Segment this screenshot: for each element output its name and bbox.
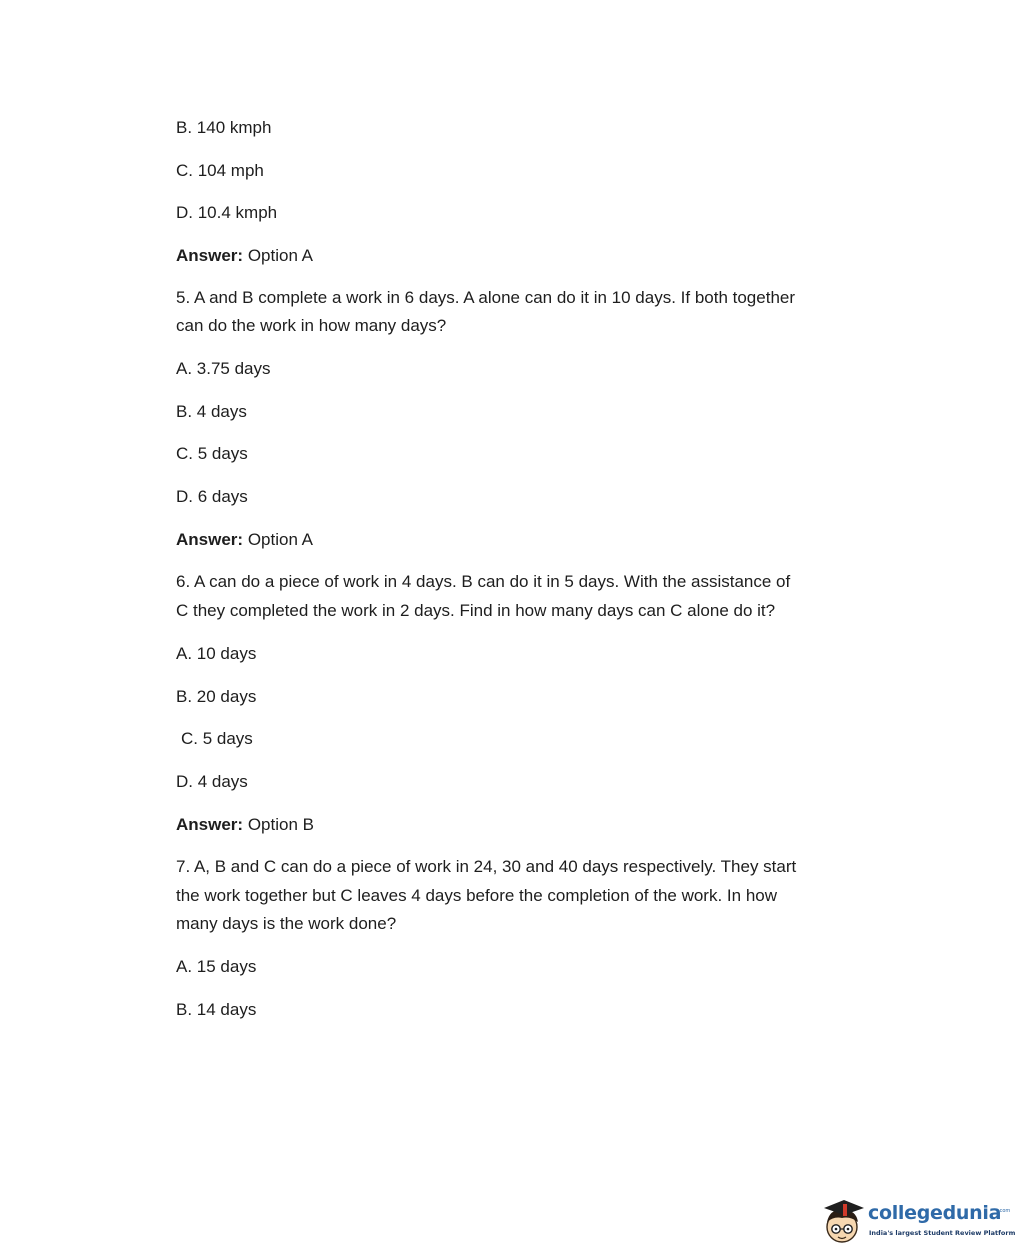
answer-label: Answer:: [176, 530, 244, 549]
logo-wordmark: collegedunia: [868, 1202, 1002, 1224]
option-b: B. 140 kmph: [176, 118, 272, 137]
question-7-text: 7. A, B and C can do a piece of work in 24, 30 and 40 days respectively. They start: [176, 857, 797, 876]
question-7-text-cont: the work together but C leaves 4 days before the completion of the work. In how: [176, 886, 778, 905]
mascot-icon: [820, 1194, 868, 1250]
question-7-text-cont: many days is the work done?: [176, 914, 397, 933]
option-c: C. 5 days: [176, 444, 248, 463]
option-c: C. 104 mph: [176, 161, 264, 180]
logo-tagline: India's largest Student Review Platform: [869, 1229, 1016, 1237]
answer-label: Answer:: [176, 815, 244, 834]
option-b: B. 14 days: [176, 1000, 257, 1019]
option-a: A. 15 days: [176, 957, 257, 976]
option-a: A. 10 days: [176, 644, 257, 663]
question-5-text-cont: can do the work in how many days?: [176, 316, 447, 335]
answer-value: Option A: [247, 246, 314, 265]
option-c: C. 5 days: [181, 729, 253, 748]
question-6-text: 6. A can do a piece of work in 4 days. B can do it in 5 days. With the assistance of: [176, 572, 791, 591]
option-a: A. 3.75 days: [176, 359, 271, 378]
option-d: D. 6 days: [176, 487, 248, 506]
logo-suffix: .com: [998, 1208, 1011, 1214]
option-b: B. 20 days: [176, 687, 257, 706]
option-d: D. 4 days: [176, 772, 248, 791]
answer-line: [176, 811, 314, 839]
question-5-text: 5. A and B complete a work in 6 days. A alone can do it in 10 days. If both together: [176, 288, 796, 307]
option-b: B. 4 days: [176, 402, 247, 421]
answer-value: Option B: [247, 815, 314, 834]
question-6-text-cont: C they completed the work in 2 days. Find in how many days can C alone do it?: [176, 601, 776, 620]
collegedunia-logo: [820, 1194, 1016, 1250]
answer-value: Option A: [247, 530, 314, 549]
answer-line: [176, 242, 313, 270]
option-d: D. 10.4 kmph: [176, 203, 278, 222]
answer-label: Answer:: [176, 246, 244, 265]
answer-line: [176, 526, 313, 554]
